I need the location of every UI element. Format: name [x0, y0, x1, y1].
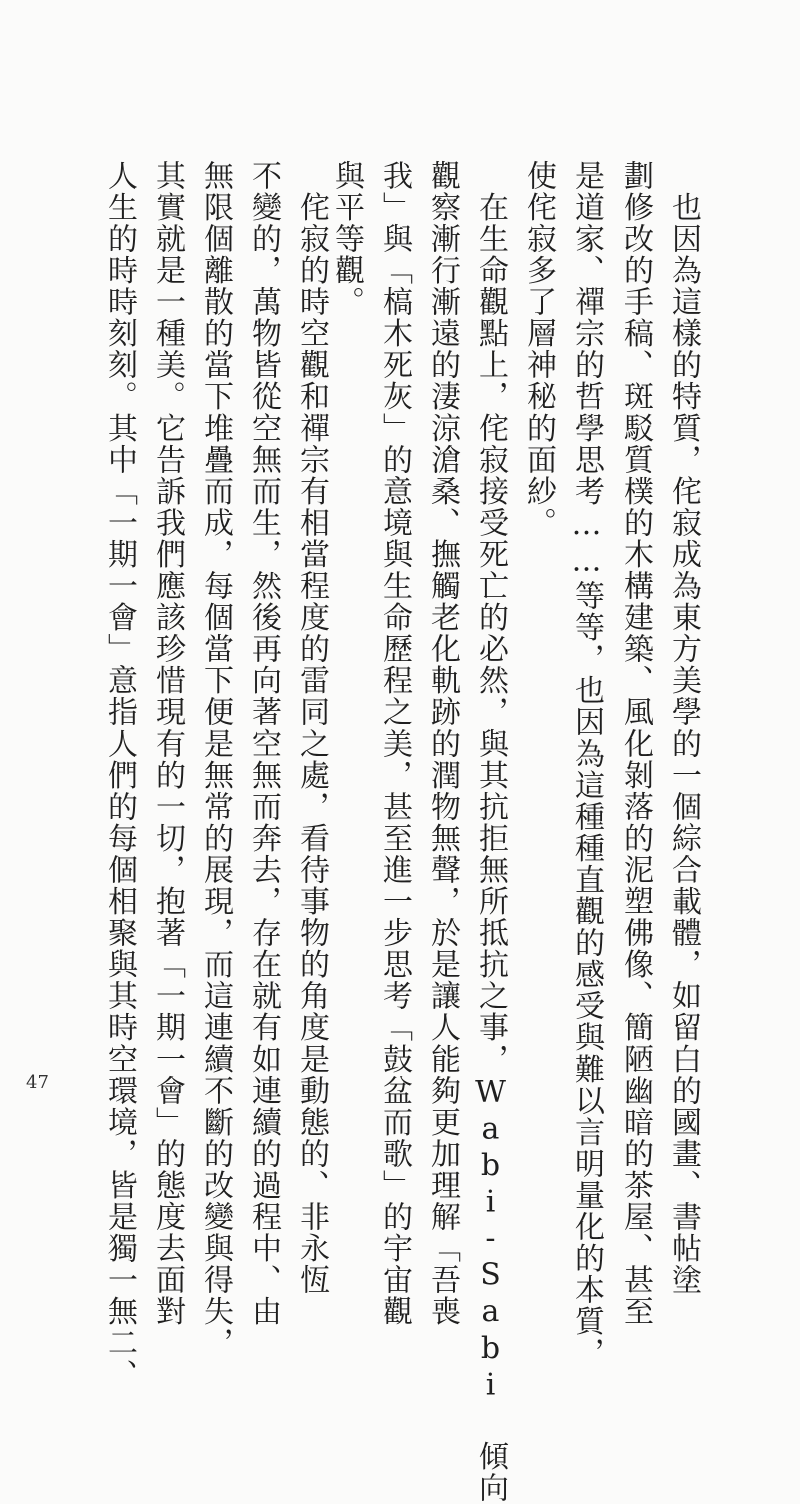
text-column-9: 侘寂的時空觀和禪宗有相當程度的雷同之處，看待事物的角度是動態的、非永恆: [294, 160, 329, 1296]
text-column-10: 不變的，萬物皆從空無而生，然後再向著空無而奔去，存在就有如連續的過程中、由: [246, 160, 281, 1328]
text-column-12: 其實就是一種美。它告訴我們應該珍惜現有的一切，抱著「一期一會」的態度去面對: [150, 160, 185, 1328]
text-column-4: 使侘寂多了層神秘的面紗。: [521, 160, 556, 539]
text-column-13: 人生的時時刻刻。其中「一期一會」意指人們的每個相聚與其時空環境，皆是獨一無二、: [102, 160, 137, 1391]
text-column-2: 劃修改的手稿、斑駁質樸的木構建築、風化剝落的泥塑佛像、簡陋幽暗的茶屋、甚至: [618, 160, 653, 1328]
text-column-8: 與平等觀。: [329, 160, 364, 318]
text-column-3: 是道家、禪宗的哲學思考……等等，也因為這種種直觀的感受與難以言明量化的本質，: [569, 160, 604, 1369]
text-column-7: 我」與「槁木死灰」的意境與生命歷程之美，甚至進一步思考「鼓盆而歌」的宇宙觀: [377, 160, 412, 1328]
text-column-6: 觀察漸行漸遠的淒涼滄桑、撫觸老化軌跡的潤物無聲，於是讓人能夠更加理解「吾喪: [425, 160, 460, 1328]
page-number: 47: [26, 1072, 49, 1093]
text-column-1: 也因為這樣的特質，侘寂成為東方美學的一個綜合載體，如留白的國畫、書帖塗: [666, 160, 701, 1296]
text-column-5: 在生命觀點上，侘寂接受死亡的必然，與其抗拒無所抵抗之事，Wabi-Sabi 傾向: [473, 160, 508, 1504]
text-column-11: 無限個離散的當下堆疊而成，每個當下便是無常的展現，而這連續不斷的改變與得失，: [198, 160, 233, 1359]
